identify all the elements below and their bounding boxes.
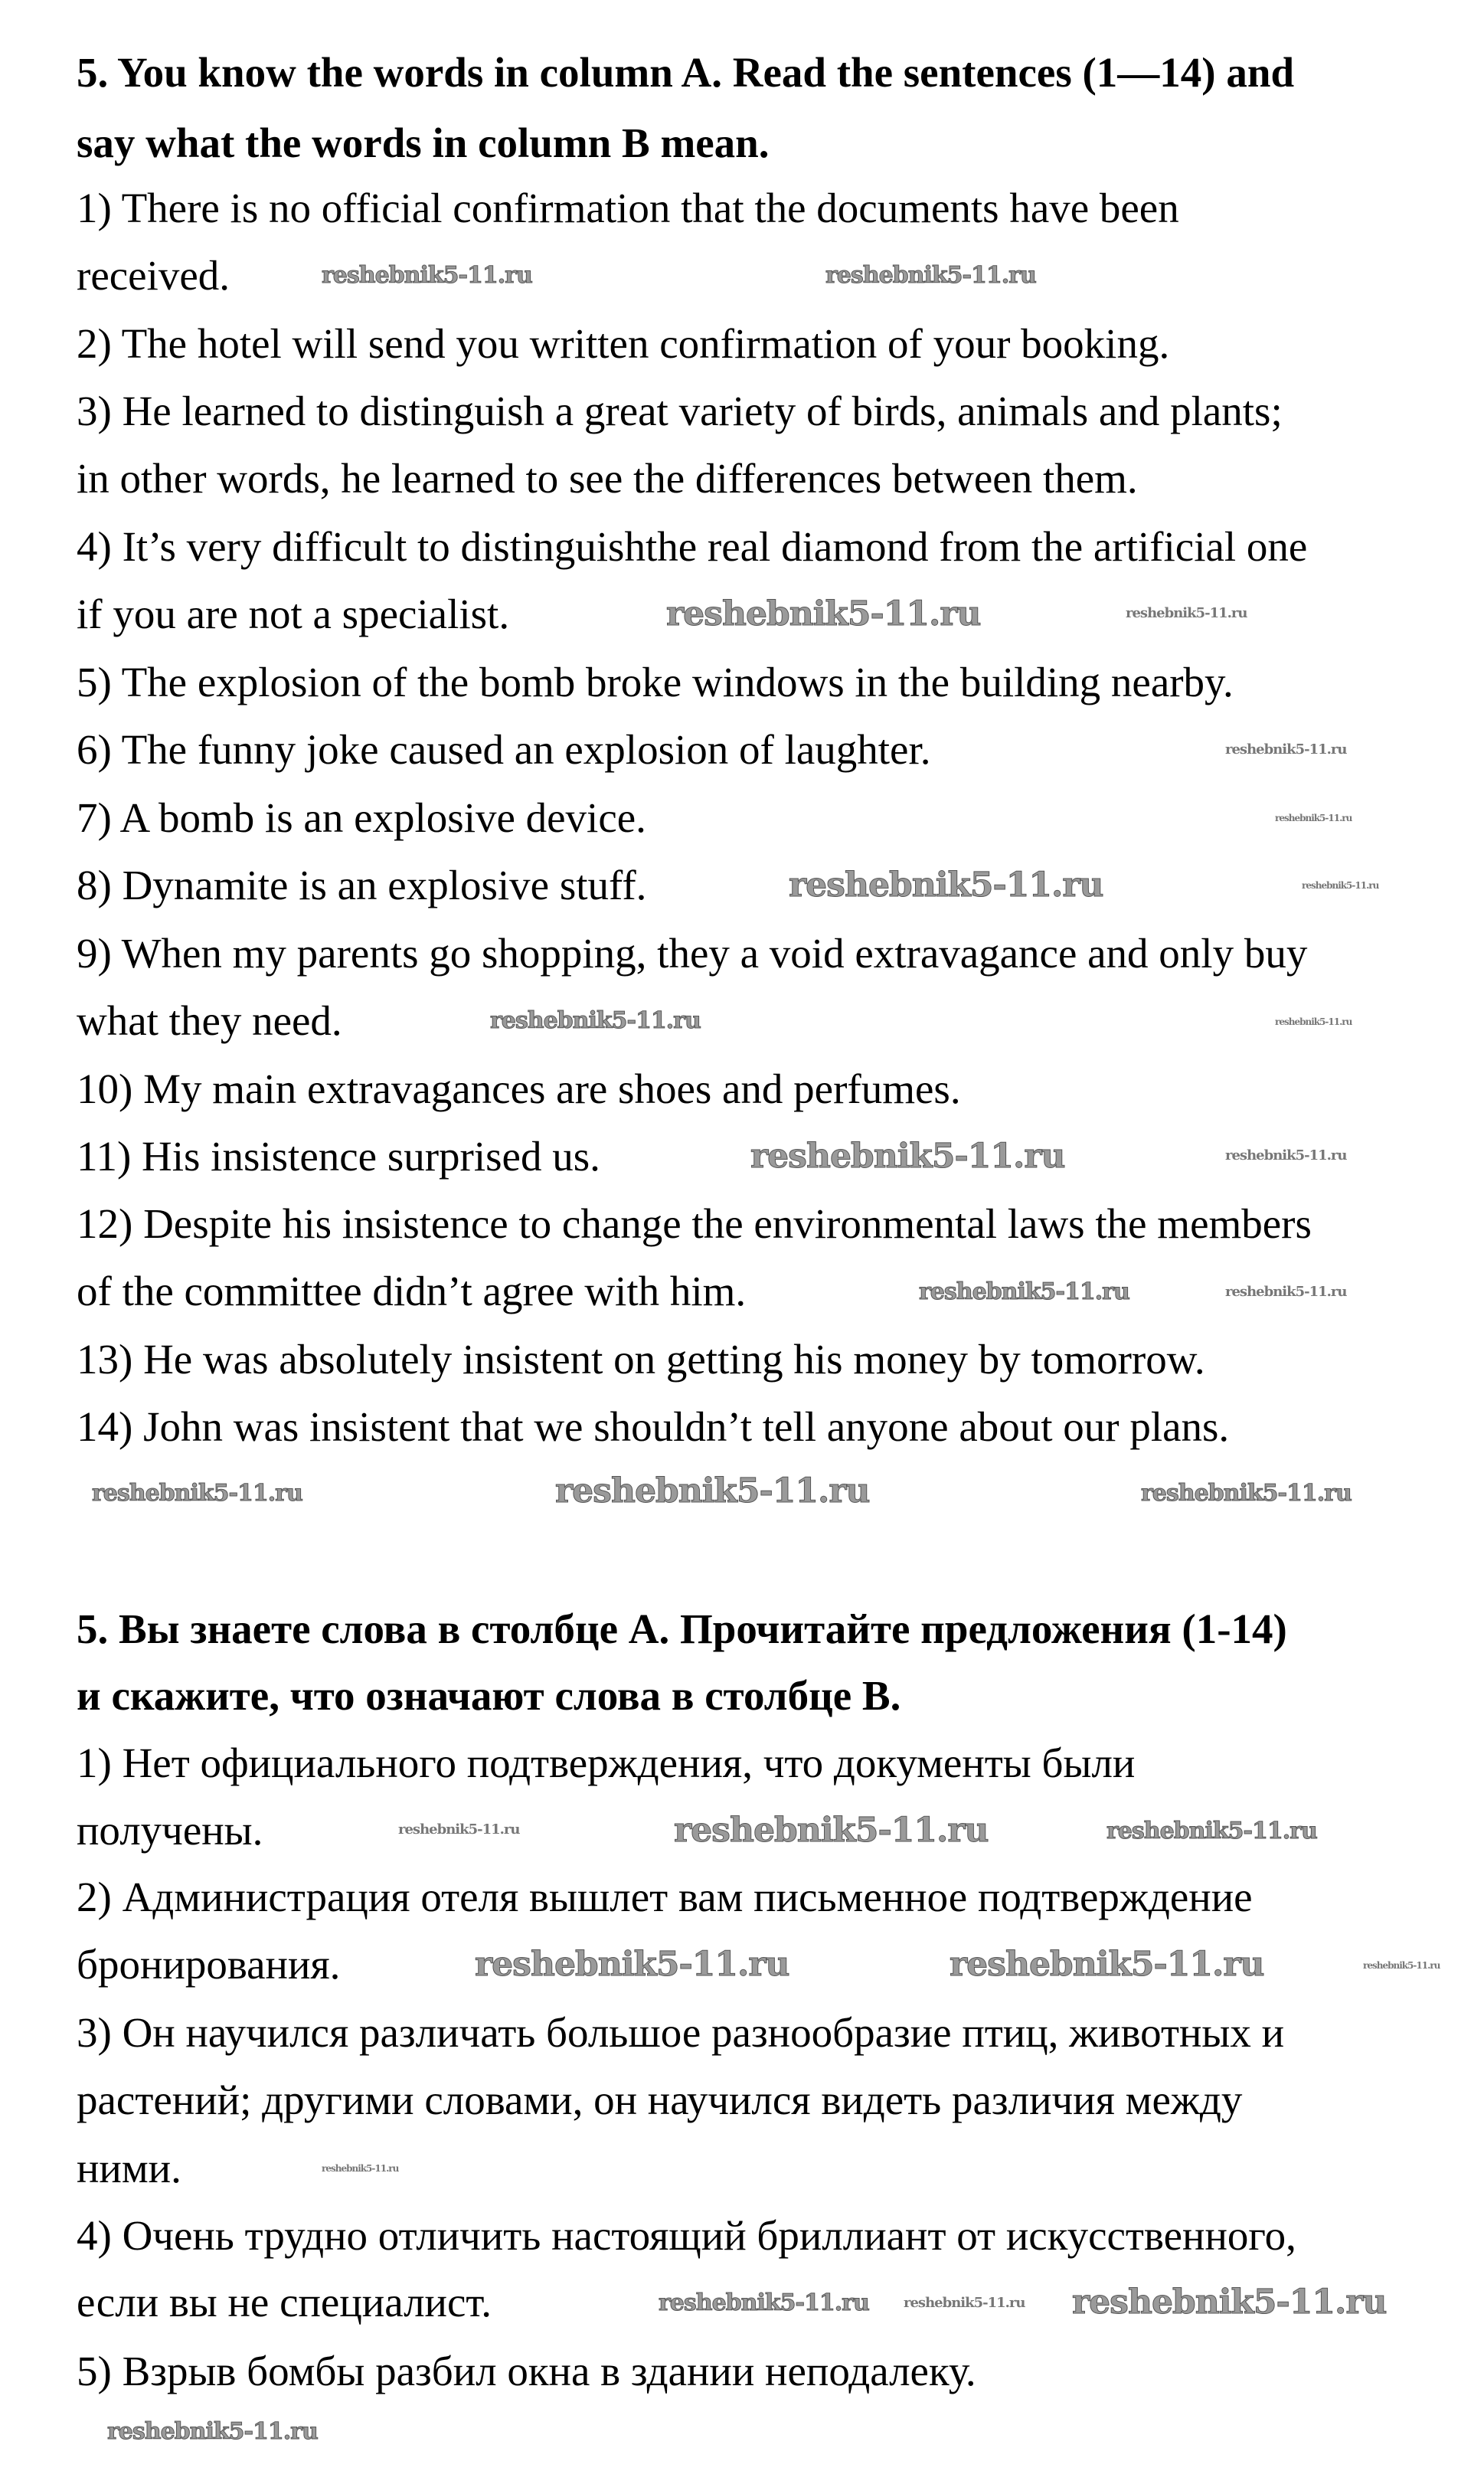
- sentence-line: of the committee didn’t agree with him.: [77, 1268, 747, 1314]
- sentence-line: 14) John was insistent that we shouldn’t tell anyone about our plans.: [77, 1403, 1230, 1450]
- watermark: reshebnik5-11.ru: [1225, 741, 1347, 758]
- watermark: reshebnik5-11.ru: [825, 262, 1036, 289]
- sentence-line: 10) My main extravagances are shoes and perfumes.: [77, 1065, 961, 1112]
- watermark: reshebnik5-11.ru: [1302, 880, 1379, 891]
- sentence-line: 3) Он научился различать большое разнообразие птиц, животных и: [77, 2009, 1285, 2056]
- watermark: reshebnik5-11.ru: [322, 2163, 399, 2174]
- watermark: reshebnik5-11.ru: [1363, 1960, 1440, 1971]
- watermark: reshebnik5-11.ru: [950, 1945, 1264, 1984]
- watermark: reshebnik5-11.ru: [490, 1007, 701, 1034]
- sentence-line: получены.: [77, 1807, 263, 1854]
- sentence-line: бронирования.: [77, 1941, 341, 1988]
- sentence-line: 13) He was absolutely insistent on getting his money by tomorrow.: [77, 1336, 1205, 1383]
- sentence-line: 7) A bomb is an explosive device.: [77, 794, 646, 841]
- watermark: reshebnik5-11.ru: [475, 1945, 789, 1984]
- sentence-line: 5) Взрыв бомбы разбил окна в здании неподалеку.: [77, 2348, 976, 2394]
- sentence-line: ними.: [77, 2145, 181, 2191]
- exercise-heading: 5. You know the words in column A. Read the sentences (1—14) and: [77, 49, 1295, 96]
- sentence-line: 4) Очень трудно отличить настоящий бриллиант от искусственного,: [77, 2212, 1296, 2259]
- watermark: reshebnik5-11.ru: [107, 2418, 318, 2445]
- watermark: reshebnik5-11.ru: [659, 2289, 869, 2316]
- sentence-line: received.: [77, 252, 230, 299]
- sentence-line: 2) The hotel will send you written confirmation of your booking.: [77, 320, 1170, 367]
- watermark: reshebnik5-11.ru: [398, 1821, 520, 1838]
- sentence-line: 11) His insistence surprised us.: [77, 1133, 600, 1180]
- sentence-line: 9) When my parents go shopping, they a void extravagance and only buy: [77, 930, 1308, 977]
- watermark: reshebnik5-11.ru: [1225, 1284, 1347, 1300]
- sentence-line: 6) The funny joke caused an explosion of laughter.: [77, 726, 931, 773]
- watermark: reshebnik5-11.ru: [750, 1137, 1065, 1176]
- sentence-line: if you are not a specialist.: [77, 591, 510, 637]
- sentence-line: 12) Despite his insistence to change the environmental laws the members: [77, 1200, 1312, 1247]
- watermark: reshebnik5-11.ru: [904, 2295, 1025, 2311]
- sentence-line: растений; другими словами, он научился видеть различия между: [77, 2077, 1243, 2123]
- sentence-line: 1) Нет официального подтверждения, что документы были: [77, 1740, 1136, 1786]
- watermark: reshebnik5-11.ru: [919, 1278, 1129, 1305]
- watermark: reshebnik5-11.ru: [555, 1471, 870, 1510]
- watermark: reshebnik5-11.ru: [1126, 605, 1247, 621]
- watermark: reshebnik5-11.ru: [322, 262, 532, 289]
- watermark: reshebnik5-11.ru: [789, 866, 1103, 905]
- watermark: reshebnik5-11.ru: [1225, 1147, 1347, 1163]
- exercise-heading: say what the words in column B mean.: [77, 119, 770, 166]
- watermark: reshebnik5-11.ru: [1275, 813, 1352, 823]
- sentence-line: 5) The explosion of the bomb broke windows in the building nearby.: [77, 659, 1234, 705]
- sentence-line: in other words, he learned to see the differences between them.: [77, 455, 1138, 502]
- watermark: reshebnik5-11.ru: [1141, 1480, 1352, 1507]
- watermark: reshebnik5-11.ru: [674, 1811, 989, 1850]
- sentence-line: 8) Dynamite is an explosive stuff.: [77, 862, 647, 908]
- watermark: reshebnik5-11.ru: [666, 594, 981, 633]
- sentence-line: если вы не специалист.: [77, 2279, 492, 2325]
- watermark: reshebnik5-11.ru: [92, 1480, 302, 1507]
- sentence-line: 4) It’s very difficult to distinguishthe real diamond from the artificial one: [77, 523, 1308, 570]
- exercise-heading: 5. Вы знаете слова в столбце А. Прочитайте предложения (1-14): [77, 1605, 1287, 1652]
- watermark: reshebnik5-11.ru: [1106, 1818, 1317, 1844]
- watermark: reshebnik5-11.ru: [1072, 2283, 1387, 2322]
- sentence-line: 2) Администрация отеля вышлет вам письменное подтверждение: [77, 1874, 1253, 1920]
- sentence-line: 3) He learned to distinguish a great variety of birds, animals and plants;: [77, 388, 1283, 434]
- sentence-line: 1) There is no official confirmation that the documents have been: [77, 185, 1179, 231]
- exercise-heading: и скажите, что означают слова в столбце В.: [77, 1672, 901, 1719]
- watermark: reshebnik5-11.ru: [1275, 1016, 1352, 1027]
- sentence-line: what they need.: [77, 997, 342, 1044]
